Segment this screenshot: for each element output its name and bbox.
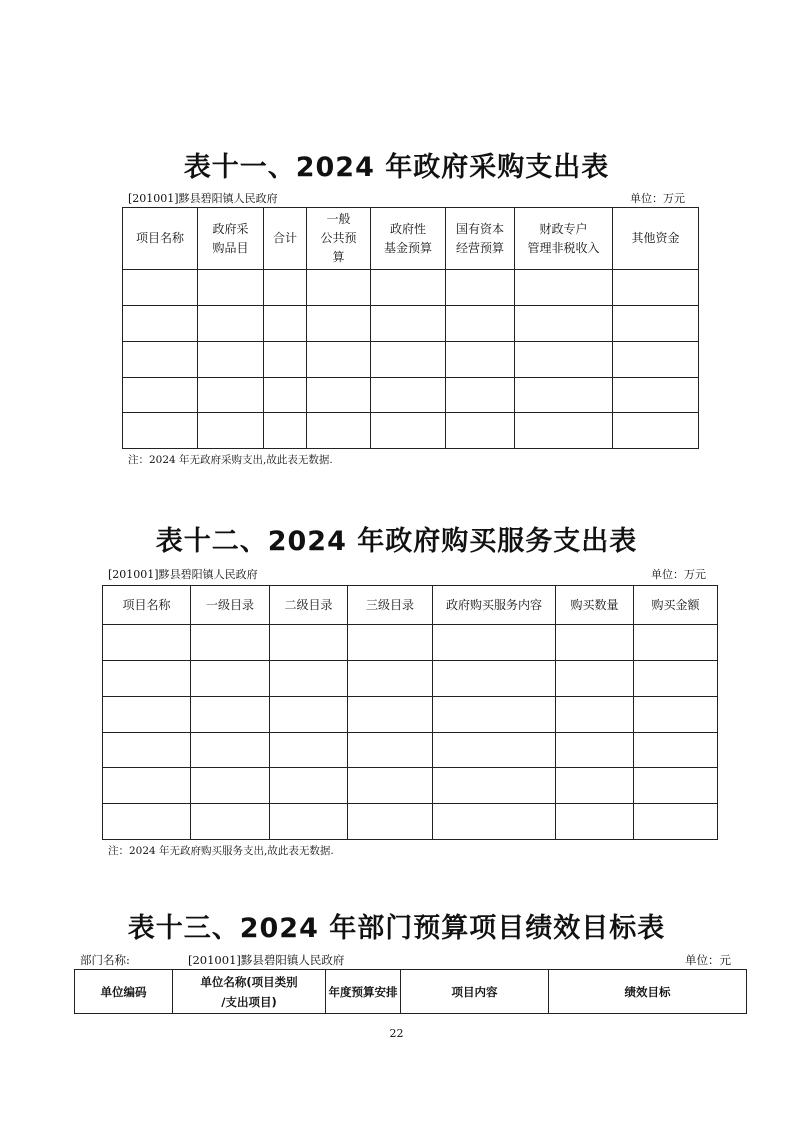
table12-header-row	[103, 586, 718, 625]
table11-grid	[122, 207, 699, 449]
table-row	[103, 768, 718, 804]
table11-title: 表十一、2024 年政府采购支出表	[183, 152, 610, 183]
table11-unit: 单位：万元	[630, 192, 685, 205]
table11-header-cell: 项目名称	[123, 208, 198, 270]
table-row	[103, 804, 718, 840]
table11-header-cell: 一般 公共预 算	[307, 208, 371, 270]
table13-dept-label: 部门名称:	[80, 953, 130, 967]
table13-grid	[74, 969, 747, 1014]
table12-header-cell: 购买数量	[556, 586, 634, 625]
table-row	[103, 625, 718, 661]
table13-header-cell: 绩效目标	[549, 970, 747, 1014]
table-row	[103, 733, 718, 768]
table13-header-cell: 年度预算安排	[326, 970, 401, 1014]
table11-header-cell: 财政专户 管理非税收入	[515, 208, 613, 270]
table13-header-row	[75, 970, 747, 1014]
table13-header-cell: 单位名称(项目类别 /支出项目)	[173, 970, 326, 1014]
table-row	[123, 342, 699, 378]
table13-dept-value: [201001]黟县碧阳镇人民政府	[188, 953, 345, 967]
table11-header-cell: 政府性 基金预算	[371, 208, 446, 270]
table13-header-cell: 单位编码	[75, 970, 173, 1014]
table11-note: 注：2024 年无政府采购支出,故此表无数据.	[128, 454, 333, 466]
table12-org: [201001]黟县碧阳镇人民政府	[108, 568, 258, 581]
table12-header-cell: 三级目录	[348, 586, 433, 625]
table12-note: 注：2024 年无政府购买服务支出,故此表无数据.	[108, 845, 334, 857]
table13-unit: 单位：元	[685, 953, 731, 967]
table-row	[103, 661, 718, 697]
table-row	[123, 306, 699, 342]
table11-header-cell: 合计	[264, 208, 307, 270]
table11-org: [201001]黟县碧阳镇人民政府	[128, 192, 278, 205]
table-row	[123, 270, 699, 306]
table11-header-row	[123, 208, 699, 270]
table12-title: 表十二、2024 年政府购买服务支出表	[155, 526, 638, 557]
table12-header-cell: 二级目录	[270, 586, 348, 625]
table11-header-cell: 其他资金	[613, 208, 699, 270]
table11-header-cell: 政府采 购品目	[198, 208, 264, 270]
table-row	[103, 697, 718, 733]
table13-title: 表十三、2024 年部门预算项目绩效目标表	[127, 913, 666, 944]
table11-header-cell: 国有资本 经营预算	[446, 208, 515, 270]
table12-header-cell: 政府购买服务内容	[433, 586, 556, 625]
table12-header-cell: 购买金额	[634, 586, 718, 625]
table13-header-cell: 项目内容	[401, 970, 549, 1014]
table12-header-cell: 一级目录	[191, 586, 270, 625]
table-row	[123, 413, 699, 449]
page-number: 22	[389, 1027, 404, 1040]
table12-header-cell: 项目名称	[103, 586, 191, 625]
table12-unit: 单位：万元	[651, 568, 706, 581]
table-row	[123, 378, 699, 413]
table12-grid	[102, 585, 718, 840]
